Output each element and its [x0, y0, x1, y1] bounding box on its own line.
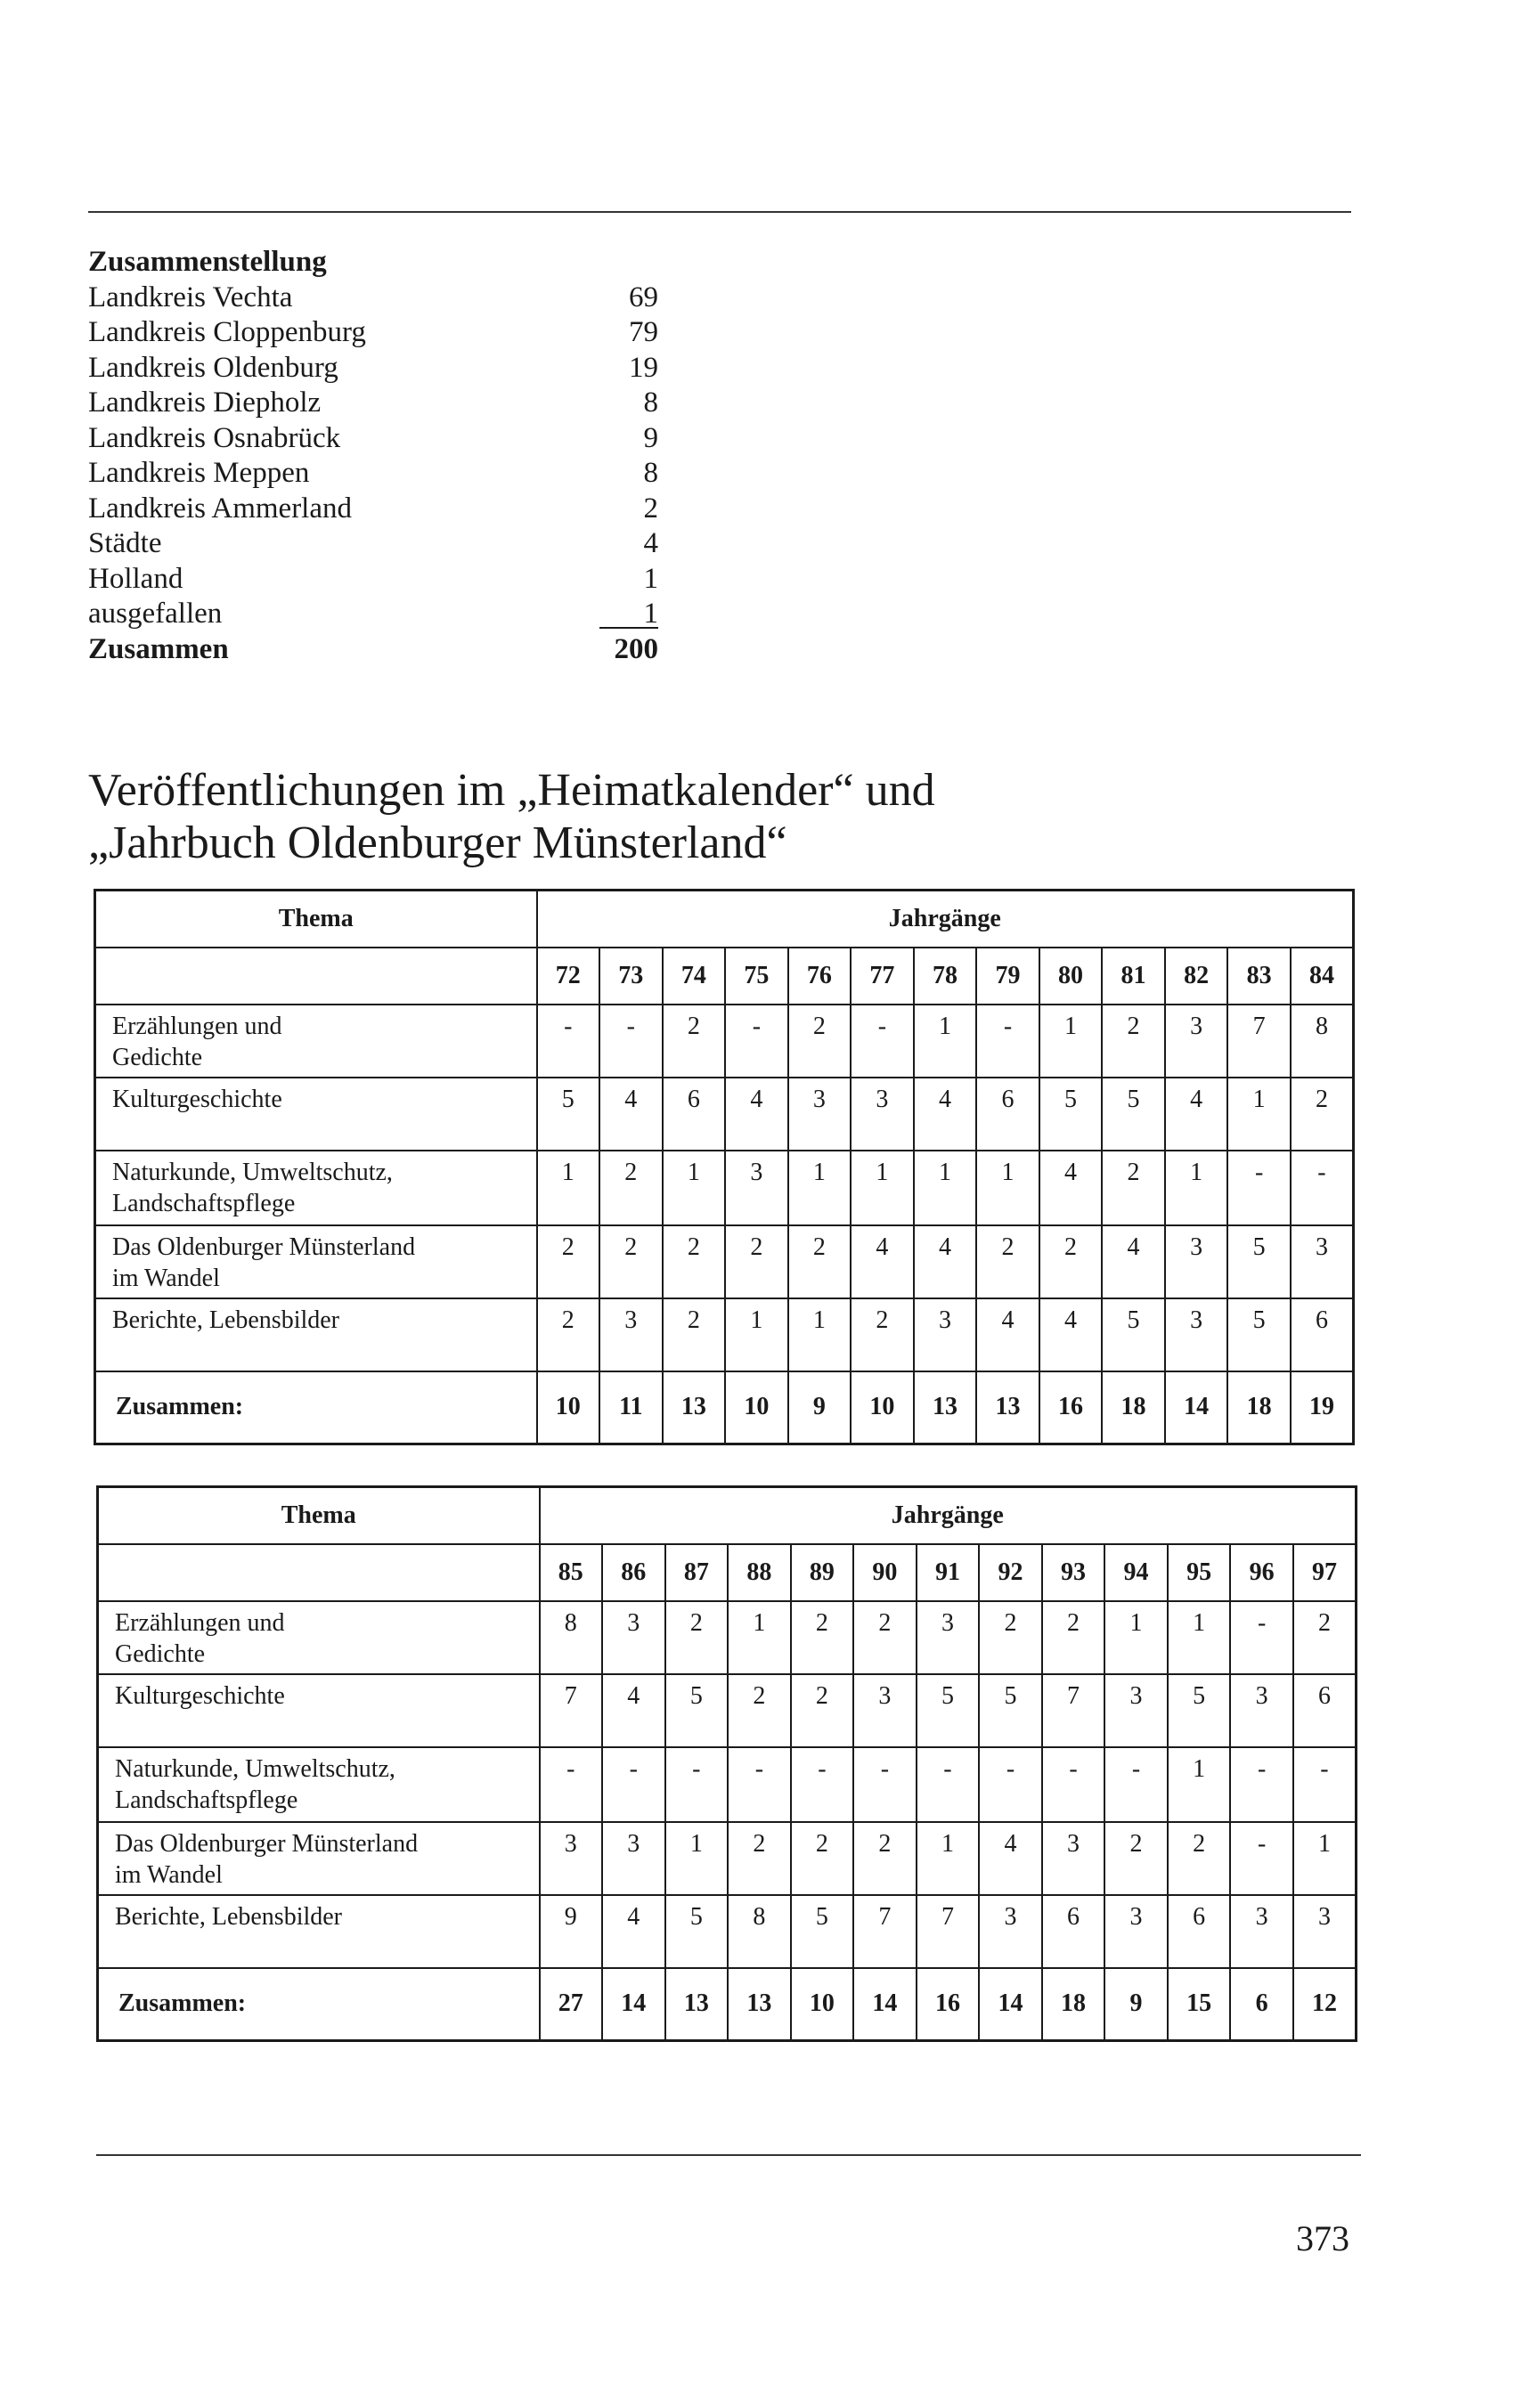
summary-row: Landkreis Osnabrück 9 [88, 421, 658, 454]
year-header: 74 [663, 948, 726, 1005]
total-label: Zusammen: [95, 1371, 537, 1444]
table-row [95, 1298, 1354, 1371]
summary-row: Landkreis Oldenburg 19 [88, 351, 658, 384]
summary-row: ausgefallen 1 [88, 598, 658, 630]
year-header: 90 [853, 1544, 917, 1601]
value-cell: 1 [914, 1005, 977, 1078]
topic-cell: Kulturgeschichte [98, 1674, 540, 1747]
summary-row: Landkreis Ammerland 2 [88, 492, 658, 525]
value-cell: - [540, 1747, 603, 1822]
value-cell: 3 [1165, 1225, 1228, 1298]
value-cell: 5 [1039, 1078, 1103, 1151]
value-cell: - [1291, 1151, 1354, 1225]
topic-cell: Berichte, Lebensbilder [95, 1298, 537, 1371]
table-row [98, 1674, 1357, 1747]
value-cell: 1 [851, 1151, 914, 1225]
value-cell: 5 [791, 1895, 854, 1968]
value-cell: - [1230, 1601, 1293, 1674]
total-cell: 12 [1293, 1968, 1357, 2041]
year-header: 97 [1293, 1544, 1357, 1601]
value-cell: 3 [1291, 1225, 1354, 1298]
value-cell: 3 [914, 1298, 977, 1371]
value-cell: 8 [728, 1895, 791, 1968]
summary-title: Zusammenstellung [88, 246, 327, 278]
value-cell: 4 [851, 1225, 914, 1298]
thema-header: Thema [95, 891, 537, 948]
year-header: 93 [1042, 1544, 1105, 1601]
section-heading: Veröffentlichungen im „Heimatkalender“ und „Jahrbuch Oldenburger Münsterland“ [88, 765, 935, 868]
value-cell: 8 [1291, 1005, 1354, 1078]
value-cell: 4 [914, 1225, 977, 1298]
value-cell: 1 [914, 1151, 977, 1225]
table-row [95, 1151, 1354, 1225]
bottom-rule [96, 2154, 1361, 2156]
value-cell: - [976, 1005, 1039, 1078]
value-cell: 2 [788, 1225, 852, 1298]
jahrgaenge-header: Jahrgänge [537, 891, 1354, 948]
value-cell: 6 [976, 1078, 1039, 1151]
total-cell: 13 [728, 1968, 791, 2041]
value-cell: 2 [663, 1005, 726, 1078]
value-cell: 2 [1042, 1601, 1105, 1674]
totals-row [98, 1968, 1357, 2041]
topic-cell: Naturkunde, Umweltschutz, Landschaftspflege [95, 1151, 537, 1225]
value-cell: 9 [540, 1895, 603, 1968]
year-header: 77 [851, 948, 914, 1005]
jahrgaenge-header: Jahrgänge [540, 1487, 1357, 1544]
summary-list [88, 245, 658, 667]
summary-row: Landkreis Diepholz 8 [88, 386, 658, 419]
value-cell: - [1230, 1822, 1293, 1895]
total-cell: 14 [1165, 1371, 1228, 1444]
value-cell: 1 [1039, 1005, 1103, 1078]
total-cell: 27 [540, 1968, 603, 2041]
value-cell: 1 [1293, 1822, 1357, 1895]
topic-cell: Das Oldenburger Münsterland im Wandel [98, 1822, 540, 1895]
topic-cell: Erzählungen und Gedichte [95, 1005, 537, 1078]
total-label: Zusammen: [98, 1968, 540, 2041]
total-cell: 16 [1039, 1371, 1103, 1444]
value-cell: 3 [1042, 1822, 1105, 1895]
value-cell: - [1104, 1747, 1168, 1822]
value-cell: - [599, 1005, 663, 1078]
total-cell: 14 [853, 1968, 917, 2041]
value-cell: 3 [1104, 1674, 1168, 1747]
value-cell: 6 [1293, 1674, 1357, 1747]
value-cell: 3 [851, 1078, 914, 1151]
table-row [98, 1747, 1357, 1822]
value-cell: - [1042, 1747, 1105, 1822]
year-header: 87 [665, 1544, 729, 1601]
total-cell: 13 [665, 1968, 729, 2041]
value-cell: 4 [599, 1078, 663, 1151]
value-cell: 2 [663, 1225, 726, 1298]
value-cell: 3 [979, 1895, 1042, 1968]
value-cell: 2 [599, 1225, 663, 1298]
year-header: 82 [1165, 948, 1228, 1005]
value-cell: 5 [917, 1674, 980, 1747]
value-cell: 1 [725, 1298, 788, 1371]
value-cell: 2 [665, 1601, 729, 1674]
value-cell: 5 [665, 1674, 729, 1747]
topic-cell: Erzählungen und Gedichte [98, 1601, 540, 1674]
value-cell: 2 [1168, 1822, 1231, 1895]
value-cell: 2 [537, 1225, 600, 1298]
value-cell: 2 [791, 1601, 854, 1674]
value-cell: 7 [917, 1895, 980, 1968]
value-cell: 4 [1102, 1225, 1165, 1298]
value-cell: 2 [663, 1298, 726, 1371]
total-cell: 13 [663, 1371, 726, 1444]
value-cell: 3 [1104, 1895, 1168, 1968]
value-cell: 1 [1165, 1151, 1228, 1225]
value-cell: 7 [540, 1674, 603, 1747]
value-cell: 3 [917, 1601, 980, 1674]
value-cell: 3 [853, 1674, 917, 1747]
total-cell: 13 [976, 1371, 1039, 1444]
value-cell: 1 [788, 1151, 852, 1225]
value-cell: 4 [602, 1895, 665, 1968]
value-cell: - [791, 1747, 854, 1822]
value-cell: 5 [1102, 1078, 1165, 1151]
value-cell: - [665, 1747, 729, 1822]
value-cell: 5 [1102, 1298, 1165, 1371]
value-cell: 4 [1039, 1151, 1103, 1225]
table-row [98, 1822, 1357, 1895]
value-cell: 2 [791, 1822, 854, 1895]
table-row [98, 1601, 1357, 1674]
value-cell: 1 [976, 1151, 1039, 1225]
year-header: 92 [979, 1544, 1042, 1601]
publications-table-1 [94, 889, 1355, 1445]
value-cell: 2 [1102, 1151, 1165, 1225]
top-rule [88, 211, 1351, 213]
publications-table-2 [96, 1485, 1357, 2042]
total-cell: 10 [851, 1371, 914, 1444]
value-cell: - [979, 1747, 1042, 1822]
value-cell: 4 [979, 1822, 1042, 1895]
value-cell: 1 [665, 1822, 729, 1895]
topic-cell: Das Oldenburger Münsterland im Wandel [95, 1225, 537, 1298]
year-header: 83 [1227, 948, 1291, 1005]
value-cell: 5 [1227, 1298, 1291, 1371]
total-cell: 13 [914, 1371, 977, 1444]
value-cell: 1 [663, 1151, 726, 1225]
value-cell: 2 [728, 1822, 791, 1895]
value-cell: 3 [1230, 1674, 1293, 1747]
year-header: 72 [537, 948, 600, 1005]
value-cell: - [1230, 1747, 1293, 1822]
total-cell: 10 [537, 1371, 600, 1444]
total-cell: 9 [788, 1371, 852, 1444]
summary-row: Landkreis Meppen 8 [88, 457, 658, 489]
value-cell: 7 [1042, 1674, 1105, 1747]
value-cell: 8 [540, 1601, 603, 1674]
table-row [95, 1078, 1354, 1151]
year-header: 88 [728, 1544, 791, 1601]
value-cell: 2 [851, 1298, 914, 1371]
value-cell: 7 [1227, 1005, 1291, 1078]
value-cell: 6 [663, 1078, 726, 1151]
total-cell: 14 [602, 1968, 665, 2041]
value-cell: - [1227, 1151, 1291, 1225]
value-cell: - [917, 1747, 980, 1822]
value-cell: 1 [1168, 1601, 1231, 1674]
value-cell: 2 [1293, 1601, 1357, 1674]
value-cell: 2 [853, 1601, 917, 1674]
value-cell: 3 [602, 1822, 665, 1895]
page-number: 373 [1296, 2218, 1349, 2258]
total-cell: 18 [1102, 1371, 1165, 1444]
topic-cell: Naturkunde, Umweltschutz, Landschaftspflege [98, 1747, 540, 1822]
value-cell: 5 [537, 1078, 600, 1151]
year-header: 91 [917, 1544, 980, 1601]
total-cell: 14 [979, 1968, 1042, 2041]
year-header: 73 [599, 948, 663, 1005]
value-cell: 2 [976, 1225, 1039, 1298]
total-cell: 6 [1230, 1968, 1293, 2041]
year-header: 76 [788, 948, 852, 1005]
year-header: 81 [1102, 948, 1165, 1005]
value-cell: 2 [1291, 1078, 1354, 1151]
value-cell: 1 [788, 1298, 852, 1371]
value-cell: 1 [537, 1151, 600, 1225]
value-cell: 3 [788, 1078, 852, 1151]
topic-cell: Kulturgeschichte [95, 1078, 537, 1151]
year-header: 95 [1168, 1544, 1231, 1601]
value-cell: 2 [728, 1674, 791, 1747]
value-cell: 3 [1165, 1298, 1228, 1371]
topic-cell: Berichte, Lebensbilder [98, 1895, 540, 1968]
value-cell: 4 [914, 1078, 977, 1151]
value-cell: 1 [1168, 1747, 1231, 1822]
value-cell: 3 [1230, 1895, 1293, 1968]
table-row [95, 1005, 1354, 1078]
value-cell: 1 [1227, 1078, 1291, 1151]
table-row [98, 1895, 1357, 1968]
value-cell: 1 [917, 1822, 980, 1895]
value-cell: - [725, 1005, 788, 1078]
value-cell: - [728, 1747, 791, 1822]
total-cell: 11 [599, 1371, 663, 1444]
value-cell: 6 [1042, 1895, 1105, 1968]
thema-header: Thema [98, 1487, 540, 1544]
value-cell: 3 [602, 1601, 665, 1674]
value-cell: 3 [1165, 1005, 1228, 1078]
summary-row: Landkreis Vechta 69 [88, 281, 658, 313]
value-cell: 4 [1165, 1078, 1228, 1151]
total-cell: 16 [917, 1968, 980, 2041]
value-cell: 1 [1104, 1601, 1168, 1674]
value-cell: 3 [725, 1151, 788, 1225]
year-header: 85 [540, 1544, 603, 1601]
value-cell: 2 [1104, 1822, 1168, 1895]
year-header: 84 [1291, 948, 1354, 1005]
value-cell: 6 [1168, 1895, 1231, 1968]
summary-row: Landkreis Cloppenburg 79 [88, 316, 658, 348]
totals-row [95, 1371, 1354, 1444]
value-cell: 2 [1102, 1005, 1165, 1078]
summary-row: Holland 1 [88, 562, 658, 595]
total-cell: 10 [725, 1371, 788, 1444]
value-cell: 2 [853, 1822, 917, 1895]
year-header: 79 [976, 948, 1039, 1005]
year-header: 80 [1039, 948, 1103, 1005]
value-cell: 5 [979, 1674, 1042, 1747]
value-cell: 2 [979, 1601, 1042, 1674]
year-header: 86 [602, 1544, 665, 1601]
value-cell: - [851, 1005, 914, 1078]
total-cell: 9 [1104, 1968, 1168, 2041]
value-cell: 1 [728, 1601, 791, 1674]
value-cell: 2 [725, 1225, 788, 1298]
value-cell: 2 [599, 1151, 663, 1225]
value-cell: 3 [1293, 1895, 1357, 1968]
year-header: 89 [791, 1544, 854, 1601]
value-cell: 2 [791, 1674, 854, 1747]
value-cell: 4 [725, 1078, 788, 1151]
total-cell: 10 [791, 1968, 854, 2041]
value-cell: - [602, 1747, 665, 1822]
value-cell: - [537, 1005, 600, 1078]
total-cell: 19 [1291, 1371, 1354, 1444]
value-cell: 4 [1039, 1298, 1103, 1371]
value-cell: 2 [1039, 1225, 1103, 1298]
summary-row: Städte 4 [88, 527, 658, 559]
summary-total: Zusammen 200 [88, 632, 658, 665]
value-cell: 5 [665, 1895, 729, 1968]
year-header: 96 [1230, 1544, 1293, 1601]
total-cell: 15 [1168, 1968, 1231, 2041]
value-cell: 3 [599, 1298, 663, 1371]
value-cell: 5 [1168, 1674, 1231, 1747]
value-cell: 2 [788, 1005, 852, 1078]
total-cell: 18 [1227, 1371, 1291, 1444]
total-cell: 18 [1042, 1968, 1105, 2041]
value-cell: 5 [1227, 1225, 1291, 1298]
year-header: 78 [914, 948, 977, 1005]
year-header: 75 [725, 948, 788, 1005]
table-row [95, 1225, 1354, 1298]
value-cell: 2 [537, 1298, 600, 1371]
value-cell: 3 [540, 1822, 603, 1895]
value-cell: 4 [602, 1674, 665, 1747]
value-cell: 6 [1291, 1298, 1354, 1371]
value-cell: - [853, 1747, 917, 1822]
value-cell: 7 [853, 1895, 917, 1968]
year-header: 94 [1104, 1544, 1168, 1601]
value-cell: 4 [976, 1298, 1039, 1371]
value-cell: - [1293, 1747, 1357, 1822]
